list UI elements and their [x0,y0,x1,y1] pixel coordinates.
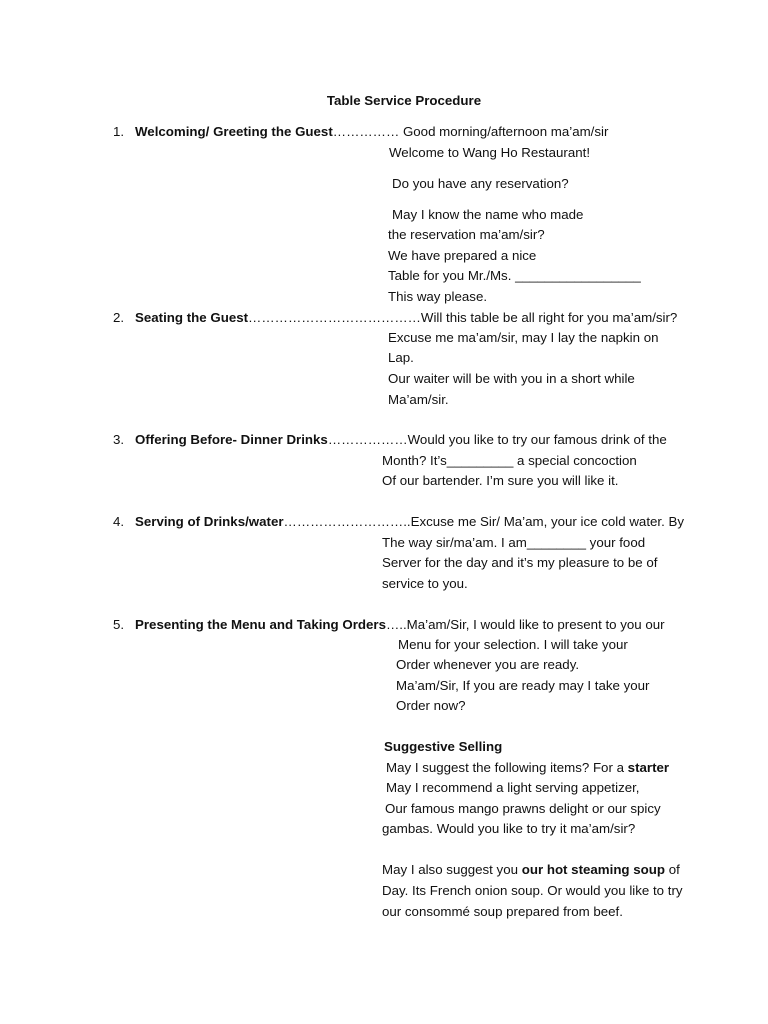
step-line: Do you have any reservation? [392,176,569,191]
step-heading [135,124,608,139]
suggestion-line [386,760,669,775]
step-number: 4. [113,514,125,529]
step-heading-text: Welcoming/ Greeting the Guest [135,124,333,139]
step-line: Welcome to Wang Ho Restaurant! [389,145,591,160]
step-line: We have prepared a nice [388,248,537,263]
suggestion-line: gambas. Would you like to try it ma’am/sir? [382,821,636,836]
suggestive-selling-heading: Suggestive Selling [384,739,503,754]
suggestion-text: May I suggest the following items? For a [386,760,628,775]
suggestion-text: May I also suggest you [382,862,522,877]
step-line: May I know the name who made [392,207,584,222]
step-line: Would you like to try our famous drink of the [407,432,667,447]
step-heading [135,514,684,529]
step-line: Lap. [388,350,414,365]
step-line: the reservation ma’am/sir? [388,227,545,242]
step-number: 2. [113,310,125,325]
step-line: Ma’am/Sir, If you are ready may I take your [396,678,650,693]
step-line: Our waiter will be with you in a short while [388,371,635,386]
step-line: This way please. [388,289,488,304]
step-heading [135,310,677,325]
step-line: Ma’am/sir. [388,392,449,407]
dotted-leader: ……………… [327,432,408,447]
step-line: Of our bartender. I’m sure you will like it. [382,473,619,488]
step-line: Order now? [396,698,466,713]
page-title: Table Service Procedure [326,93,482,108]
dotted-leader: ……………………….. [283,514,411,529]
step-number: 1. [113,124,125,139]
dotted-leader: ………………………………… [248,310,421,325]
step-heading [135,432,667,447]
suggestion-line [382,862,680,877]
step-line: Month? It’s_________ a special concoction [382,453,637,468]
step-line: Order whenever you are ready. [396,657,580,672]
step-heading [135,617,665,632]
step-heading-text: Seating the Guest [135,310,249,325]
step-line: The way sir/ma’am. I am________ your food [382,535,646,550]
step-heading-text: Presenting the Menu and Taking Orders [135,617,386,632]
step-number: 5. [113,617,125,632]
dotted-leader: ….. [385,617,407,632]
dotted-leader: …………… [332,124,400,139]
step-heading-text: Offering Before- Dinner Drinks [135,432,328,447]
suggestion-emphasis: our hot steaming soup [521,862,666,877]
suggestion-line: May I recommend a light serving appetizer, [386,780,640,795]
step-line: Excuse me ma’am/sir, may I lay the napkin on [388,330,659,345]
step-heading-text: Serving of Drinks/water [135,514,284,529]
suggestion-emphasis: starter [627,760,670,775]
step-line: Excuse me Sir/ Ma’am, your ice cold water. By [410,514,685,529]
suggestion-line: our consommé soup prepared from beef. [382,904,623,919]
suggestion-line: Our famous mango prawns delight or our spicy [385,801,661,816]
suggestion-line: Day. Its French onion soup. Or would you like to try [382,883,683,898]
suggestion-text: of [665,862,680,877]
step-line: Ma’am/Sir, I would like to present to you our [406,617,665,632]
step-number: 3. [113,432,125,447]
step-line: Menu for your selection. I will take your [398,637,628,652]
step-line: Good morning/afternoon ma’am/sir [399,124,609,139]
step-line: Will this table be all right for you ma’am/sir? [420,310,678,325]
step-line: Table for you Mr./Ms. _________________ [388,268,641,283]
step-line: Server for the day and it’s my pleasure to be of [382,555,658,570]
step-line: service to you. [382,576,468,591]
